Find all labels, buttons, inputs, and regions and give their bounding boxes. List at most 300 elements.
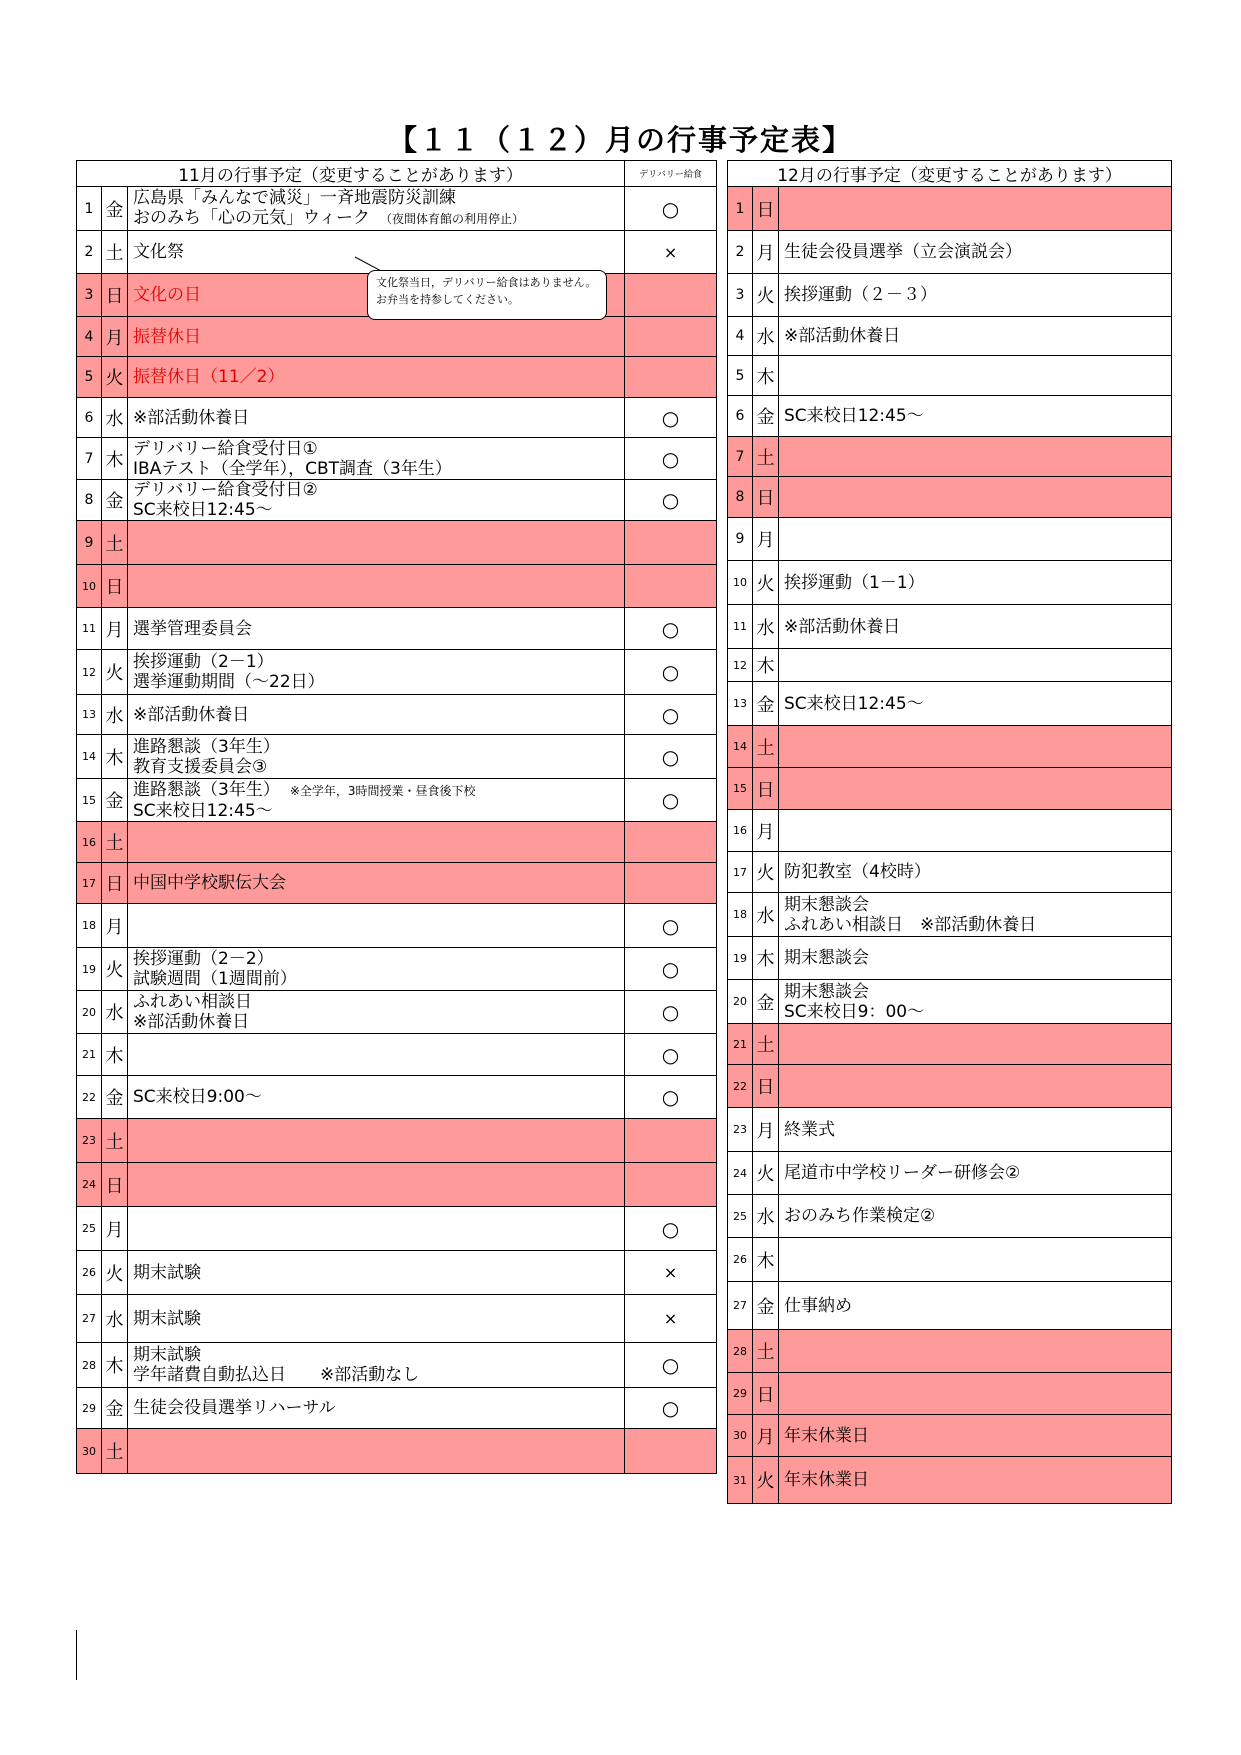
day-number: 20	[77, 991, 102, 1034]
weekday: 土	[102, 231, 128, 274]
event-line: デリバリー給食受付日②	[133, 480, 318, 500]
delivery-mark: ○	[625, 1034, 717, 1076]
day-number: 7	[77, 438, 102, 480]
table-row	[728, 187, 1172, 231]
table-row	[728, 1457, 1172, 1504]
event-cell	[128, 1429, 625, 1474]
weekday: 月	[753, 1108, 779, 1152]
table-row	[77, 187, 717, 231]
table-row	[77, 1251, 717, 1295]
event-cell	[128, 863, 625, 904]
event-line: 期末試験	[133, 1308, 201, 1329]
day-number: 9	[728, 518, 753, 561]
december-header-row	[728, 161, 1172, 187]
day-number: 21	[728, 1024, 753, 1065]
event-line: SC来校日9:00～	[133, 1087, 262, 1107]
day-number: 31	[728, 1457, 753, 1504]
day-number: 10	[728, 561, 753, 605]
event-line: 期末懇談会	[784, 894, 869, 915]
event-cell	[779, 1195, 1172, 1238]
event-cell	[779, 1282, 1172, 1330]
event-cell	[779, 231, 1172, 274]
weekday: 金	[102, 1388, 128, 1429]
event-line: 生徒会役員選挙リハーサル	[133, 1398, 336, 1418]
event-line: 仕事納め	[784, 1295, 852, 1316]
weekday: 水	[102, 398, 128, 438]
event-cell	[779, 1457, 1172, 1504]
event-cell	[779, 682, 1172, 726]
day-number: 2	[77, 231, 102, 274]
day-number: 16	[77, 822, 102, 863]
delivery-mark: ○	[625, 735, 717, 779]
event-line: 期末試験	[133, 1345, 201, 1365]
delivery-mark	[625, 317, 717, 357]
event-line: IBAテスト（全学年），CBT調査（3年生）	[133, 458, 452, 479]
event-line: 中国中学校駅伝大会	[133, 873, 286, 893]
event-line: 振替休日	[133, 326, 201, 347]
day-number: 21	[77, 1034, 102, 1076]
day-number: 22	[728, 1065, 753, 1108]
day-number: 3	[77, 274, 102, 317]
day-number: 17	[728, 852, 753, 893]
day-number: 30	[728, 1415, 753, 1457]
callout-note: 文化祭当日，デリバリー給食はありません。お弁当を持参してください。	[367, 270, 607, 320]
delivery-mark	[625, 357, 717, 398]
table-row	[77, 1207, 717, 1251]
day-number: 6	[728, 396, 753, 437]
table-row	[728, 980, 1172, 1024]
day-number: 19	[77, 948, 102, 991]
delivery-mark: ○	[625, 608, 717, 650]
table-row	[728, 1108, 1172, 1152]
event-line: ※部活動休養日	[133, 704, 250, 725]
day-number: 12	[728, 649, 753, 682]
day-number: 17	[77, 863, 102, 904]
event-cell	[128, 735, 625, 779]
event-cell	[128, 650, 625, 695]
day-number: 15	[77, 779, 102, 822]
event-line: おのみち作業検定②	[784, 1206, 936, 1226]
day-number: 2	[728, 231, 753, 274]
event-cell	[128, 357, 625, 398]
event-cell	[128, 948, 625, 991]
day-number: 22	[77, 1076, 102, 1119]
event-line: 文化祭	[133, 242, 184, 262]
weekday: 火	[753, 561, 779, 605]
event-cell	[128, 822, 625, 863]
left-margin-line	[76, 1630, 77, 1680]
day-number: 24	[728, 1152, 753, 1195]
table-row	[77, 1119, 717, 1163]
weekday: 月	[102, 1207, 128, 1251]
table-row	[77, 863, 717, 904]
december-schedule-table	[727, 160, 1172, 1504]
delivery-mark: ○	[625, 1076, 717, 1119]
day-number: 4	[77, 317, 102, 357]
weekday: 木	[753, 1238, 779, 1282]
event-cell	[128, 1388, 625, 1429]
table-row	[77, 1343, 717, 1388]
weekday: 月	[753, 518, 779, 561]
day-number: 28	[728, 1330, 753, 1373]
event-line: 期末懇談会	[784, 948, 869, 968]
weekday: 水	[753, 317, 779, 356]
day-number: 8	[77, 480, 102, 521]
weekday: 日	[102, 863, 128, 904]
table-row	[77, 317, 717, 357]
delivery-mark: ○	[625, 480, 717, 521]
delivery-mark: ○	[625, 779, 717, 822]
day-number: 7	[728, 437, 753, 477]
event-line: SC来校日12:45～	[784, 406, 924, 426]
event-cell	[779, 649, 1172, 682]
weekday: 日	[102, 565, 128, 608]
delivery-mark: ○	[625, 1207, 717, 1251]
event-cell	[779, 561, 1172, 605]
table-row	[728, 1373, 1172, 1415]
table-row	[77, 1388, 717, 1429]
weekday: 木	[102, 1343, 128, 1388]
table-row	[728, 1330, 1172, 1373]
weekday: 木	[753, 937, 779, 980]
delivery-mark: ○	[625, 904, 717, 948]
day-number: 5	[728, 356, 753, 396]
day-number: 25	[728, 1195, 753, 1238]
delivery-mark: ×	[625, 1295, 717, 1343]
day-number: 16	[728, 810, 753, 852]
day-number: 23	[728, 1108, 753, 1152]
event-cell	[779, 1373, 1172, 1415]
event-line: ※部活動休養日	[133, 407, 250, 428]
table-row	[77, 1429, 717, 1474]
weekday: 火	[102, 650, 128, 695]
day-number: 14	[728, 726, 753, 768]
event-cell	[128, 1207, 625, 1251]
weekday: 月	[102, 608, 128, 650]
weekday: 木	[102, 438, 128, 480]
event-line: 学年諸費自動払込日 ※部活動なし	[133, 1365, 420, 1385]
table-row	[77, 398, 717, 438]
day-number: 12	[77, 650, 102, 695]
weekday: 日	[753, 477, 779, 518]
day-number: 6	[77, 398, 102, 438]
day-number: 13	[77, 695, 102, 735]
event-line: 年末休業日	[784, 1425, 869, 1446]
event-line: 振替休日（11／2）	[133, 367, 285, 387]
weekday: 土	[102, 1429, 128, 1474]
day-number: 24	[77, 1163, 102, 1207]
table-row	[728, 1238, 1172, 1282]
weekday: 水	[102, 1295, 128, 1343]
table-row	[77, 695, 717, 735]
event-note: ※全学年，3時間授業・昼食後下校	[289, 783, 476, 798]
table-row	[728, 396, 1172, 437]
table-row	[77, 735, 717, 779]
day-number: 1	[77, 187, 102, 231]
weekday: 火	[102, 1251, 128, 1295]
event-cell	[779, 605, 1172, 649]
delivery-mark: ○	[625, 187, 717, 231]
table-row	[728, 649, 1172, 682]
event-line: 文化の日	[133, 285, 201, 305]
event-cell	[128, 480, 625, 521]
table-row	[77, 822, 717, 863]
weekday: 水	[753, 893, 779, 937]
event-cell	[779, 518, 1172, 561]
day-number: 18	[728, 893, 753, 937]
event-cell	[779, 1065, 1172, 1108]
weekday: 月	[753, 810, 779, 852]
event-cell	[128, 695, 625, 735]
table-row	[728, 437, 1172, 477]
delivery-mark	[625, 521, 717, 565]
event-line: ふれあい相談日	[133, 992, 252, 1012]
day-number: 23	[77, 1119, 102, 1163]
event-cell	[128, 904, 625, 948]
table-row	[728, 1195, 1172, 1238]
weekday: 日	[753, 1373, 779, 1415]
event-line: 試験週間（1週間前）	[133, 969, 297, 989]
event-note: （夜間体育館の利用停止）	[379, 212, 524, 226]
event-line: 進路懇談（3年生）	[133, 736, 280, 757]
december-rows	[728, 187, 1172, 1504]
day-number: 28	[77, 1343, 102, 1388]
event-cell	[779, 1238, 1172, 1282]
event-cell	[128, 565, 625, 608]
table-row	[77, 608, 717, 650]
weekday: 木	[102, 1034, 128, 1076]
weekday: 金	[102, 480, 128, 521]
table-row	[77, 1034, 717, 1076]
weekday: 金	[753, 396, 779, 437]
weekday: 日	[102, 1163, 128, 1207]
weekday: 土	[753, 437, 779, 477]
delivery-mark	[625, 1163, 717, 1207]
day-number: 1	[728, 187, 753, 231]
weekday: 木	[753, 356, 779, 396]
table-row	[728, 937, 1172, 980]
event-line: 教育支援委員会③	[133, 756, 268, 777]
day-number: 5	[77, 357, 102, 398]
day-number: 11	[77, 608, 102, 650]
event-cell	[128, 1343, 625, 1388]
event-line: ※部活動休養日	[784, 326, 901, 346]
table-row	[728, 1282, 1172, 1330]
event-cell	[779, 1024, 1172, 1065]
weekday: 火	[102, 948, 128, 991]
event-cell	[779, 477, 1172, 518]
weekday: 金	[102, 779, 128, 822]
delivery-header: デリバリー給食	[625, 161, 717, 187]
event-cell	[128, 317, 625, 357]
weekday: 金	[102, 187, 128, 231]
event-cell	[779, 187, 1172, 231]
table-row	[77, 521, 717, 565]
weekday: 火	[102, 357, 128, 398]
event-line: 年末休業日	[784, 1470, 869, 1490]
day-number: 19	[728, 937, 753, 980]
day-number: 10	[77, 565, 102, 608]
event-line: 挨拶運動（1－1）	[784, 572, 925, 593]
event-cell	[128, 779, 625, 822]
event-cell	[128, 521, 625, 565]
event-line: ふれあい相談日 ※部活動休養日	[784, 914, 1037, 935]
delivery-mark: ○	[625, 650, 717, 695]
delivery-mark: ×	[625, 231, 717, 274]
table-row	[728, 477, 1172, 518]
day-number: 30	[77, 1429, 102, 1474]
event-line: SC来校日12:45～	[784, 693, 924, 714]
day-number: 27	[728, 1282, 753, 1330]
day-number: 11	[728, 605, 753, 649]
event-cell	[128, 1251, 625, 1295]
table-row	[728, 1024, 1172, 1065]
event-line: おのみち「心の元気」ウィーク	[133, 208, 370, 228]
table-row	[77, 779, 717, 822]
table-row	[77, 904, 717, 948]
november-rows	[77, 187, 717, 1474]
event-cell	[128, 438, 625, 480]
table-row	[728, 231, 1172, 274]
day-number: 29	[728, 1373, 753, 1415]
weekday: 火	[753, 1457, 779, 1504]
weekday: 水	[102, 991, 128, 1034]
delivery-mark	[625, 565, 717, 608]
november-header-row	[77, 161, 717, 187]
event-line: ※部活動休養日	[784, 616, 901, 637]
event-cell	[779, 356, 1172, 396]
table-row	[728, 893, 1172, 937]
event-line: 挨拶運動（２－３）	[784, 285, 937, 305]
table-row	[728, 726, 1172, 768]
table-row	[728, 1065, 1172, 1108]
day-number: 18	[77, 904, 102, 948]
event-cell	[779, 810, 1172, 852]
table-row	[77, 650, 717, 695]
event-cell	[779, 274, 1172, 317]
event-cell	[128, 398, 625, 438]
table-row	[77, 1076, 717, 1119]
event-cell	[779, 980, 1172, 1024]
weekday: 土	[753, 1330, 779, 1373]
november-schedule-table	[76, 160, 717, 1474]
weekday: 土	[102, 1119, 128, 1163]
day-number: 29	[77, 1388, 102, 1429]
event-cell	[128, 1163, 625, 1207]
weekday: 金	[753, 1282, 779, 1330]
weekday: 水	[753, 605, 779, 649]
weekday: 火	[753, 852, 779, 893]
weekday: 月	[753, 1415, 779, 1457]
day-number: 14	[77, 735, 102, 779]
event-line: 尾道市中学校リーダー研修会②	[784, 1163, 1021, 1183]
event-line: SC来校日12:45～	[133, 500, 273, 520]
table-row	[728, 317, 1172, 356]
event-line: 選挙運動期間（～22日）	[133, 672, 325, 692]
event-cell	[779, 1108, 1172, 1152]
weekday: 日	[753, 1065, 779, 1108]
delivery-mark	[625, 1429, 717, 1474]
day-number: 9	[77, 521, 102, 565]
day-number: 26	[77, 1251, 102, 1295]
event-line: 挨拶運動（2－2）	[133, 949, 274, 969]
event-cell	[779, 1415, 1172, 1457]
weekday: 日	[102, 274, 128, 317]
table-row	[728, 518, 1172, 561]
weekday: 月	[753, 231, 779, 274]
event-line: 選挙管理委員会	[133, 618, 252, 639]
event-cell	[128, 1119, 625, 1163]
weekday: 月	[102, 904, 128, 948]
day-number: 27	[77, 1295, 102, 1343]
day-number: 13	[728, 682, 753, 726]
weekday: 木	[753, 649, 779, 682]
weekday: 水	[102, 695, 128, 735]
delivery-mark: ○	[625, 398, 717, 438]
table-row	[77, 991, 717, 1034]
table-row	[77, 1295, 717, 1343]
event-line: 終業式	[784, 1119, 835, 1140]
weekday: 月	[102, 317, 128, 357]
event-line: 進路懇談（3年生）	[133, 779, 280, 800]
day-number: 8	[728, 477, 753, 518]
table-row	[77, 1163, 717, 1207]
event-line: 期末試験	[133, 1262, 201, 1283]
weekday: 土	[102, 521, 128, 565]
delivery-mark: ○	[625, 1388, 717, 1429]
event-cell	[779, 1152, 1172, 1195]
weekday: 日	[753, 187, 779, 231]
weekday: 金	[753, 980, 779, 1024]
day-number: 20	[728, 980, 753, 1024]
event-line: 期末懇談会	[784, 981, 869, 1002]
table-row	[77, 565, 717, 608]
day-number: 3	[728, 274, 753, 317]
table-row	[728, 852, 1172, 893]
weekday: 土	[753, 1024, 779, 1065]
table-row	[77, 948, 717, 991]
event-cell	[128, 1034, 625, 1076]
weekday: 土	[753, 726, 779, 768]
event-cell	[779, 726, 1172, 768]
table-row	[728, 682, 1172, 726]
page-title: 【１１（１２）月の行事予定表】	[387, 123, 853, 157]
event-cell	[128, 1076, 625, 1119]
event-cell	[128, 608, 625, 650]
delivery-mark: ×	[625, 1251, 717, 1295]
table-row	[77, 357, 717, 398]
delivery-mark	[625, 274, 717, 317]
event-cell	[128, 1295, 625, 1343]
table-row	[728, 1152, 1172, 1195]
weekday: 火	[753, 274, 779, 317]
delivery-mark: ○	[625, 695, 717, 735]
weekday: 金	[102, 1076, 128, 1119]
event-cell	[779, 396, 1172, 437]
day-number: 25	[77, 1207, 102, 1251]
event-cell	[128, 991, 625, 1034]
weekday: 火	[753, 1152, 779, 1195]
table-row	[77, 480, 717, 521]
event-line: デリバリー給食受付日①	[133, 438, 318, 459]
table-row	[77, 231, 717, 274]
delivery-mark: ○	[625, 948, 717, 991]
delivery-mark: ○	[625, 991, 717, 1034]
table-row	[728, 561, 1172, 605]
weekday: 木	[102, 735, 128, 779]
event-cell	[128, 187, 625, 231]
event-cell	[779, 893, 1172, 937]
